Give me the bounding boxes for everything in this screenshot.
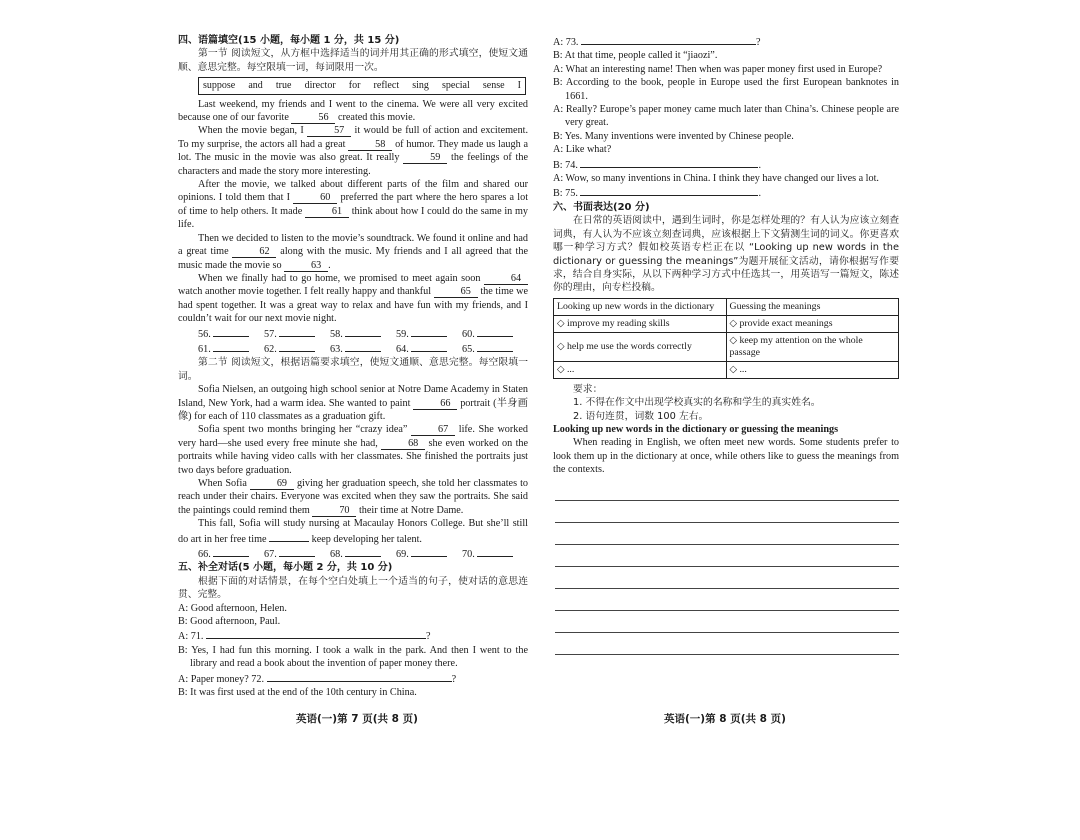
answer-line[interactable] — [411, 546, 447, 557]
blank-unnumbered[interactable] — [269, 531, 309, 542]
page-7-footer: 英语(一)第 7 页(共 8 页) — [296, 713, 418, 725]
essay-opening: When reading in English, we often meet new words. Some students prefer to look them up in the dictionary at once, while others like to guess the meanings from the contexts. — [553, 437, 899, 476]
answer-line[interactable] — [345, 546, 381, 557]
writing-line[interactable] — [555, 523, 899, 545]
passage-1-para-4: Then we decided to listen to the movie’s soundtrack. We found it online and had a great time 62 along with the music. My friends and I all agreed that the music made the movie so 63 . — [178, 232, 529, 271]
writing-line[interactable] — [555, 567, 899, 589]
table-head-right: Guessing the meanings — [726, 298, 899, 315]
table-cell: ◇ help me use the words correctly — [554, 332, 727, 361]
dialogue-line: B: Good afternoon, Paul. — [178, 616, 281, 628]
writing-line[interactable] — [555, 633, 899, 655]
dialogue-line: B: Yes. Many inventions were invented by Chinese people. — [553, 130, 794, 142]
answer-row-56-60: 56. 57. 58. 59. 60. — [178, 326, 528, 341]
answer-line[interactable] — [477, 341, 513, 352]
dialogue-line-71: A: 71. ? — [178, 628, 528, 643]
dialogue-line-74: B: 74. . — [553, 157, 899, 172]
answer-blank-75[interactable] — [580, 185, 758, 196]
answer-line[interactable] — [411, 326, 447, 337]
answer-line[interactable] — [213, 341, 249, 352]
blank-62[interactable]: 62 — [232, 246, 276, 258]
blank-60[interactable]: 60 — [293, 192, 337, 204]
answer-row-61-65: 61. 62. 63. 64. 65. — [178, 341, 528, 356]
section-6-prompt: 在日常的英语阅读中，遇到生词时，你是怎样处理的？有人认为应该立刻查词典，有人认为不应该立刻查词典，应该根据上下文猜测生词的词义。你更喜欢哪一种学习方式？假如校英语专栏正在以 “Looking up new words in the dictionary or guessing the meanings”为题开展征文活动，请你根据写作要求，结合自身实际，从以下两种学习方式中任选其一，用英语写一篇短文，陈述你的理由，向专栏投稿。 — [553, 215, 899, 294]
essay-title: Looking up new words in the dictionary or guessing the meanings — [553, 423, 839, 435]
answer-line[interactable] — [345, 326, 381, 337]
dialogue-line-72: A: Paper money? 72. ? — [178, 671, 528, 686]
section-5-heading: 五、补全对话(5 小题，每小题 2 分，共 10 分) — [178, 562, 393, 574]
blank-59[interactable]: 59 — [403, 152, 447, 164]
writing-line[interactable] — [555, 611, 899, 633]
answer-line[interactable] — [279, 341, 315, 352]
answer-blank-73[interactable] — [581, 34, 756, 45]
blank-70[interactable]: 70 — [312, 505, 356, 517]
table-cell: ◇ improve my reading skills — [554, 315, 727, 332]
blank-67[interactable]: 67 — [411, 424, 455, 436]
blank-69[interactable]: 69 — [250, 478, 294, 490]
requirements-title: 要求： — [573, 383, 603, 395]
requirement-1: 1. 不得在作文中出现学校真实的名称和学生的真实姓名。 — [573, 397, 821, 409]
blank-61[interactable]: 61 — [305, 206, 349, 218]
dialogue-line: B: Yes, I had fun this morning. I took a walk in the park. And then I went to the library and read a book about the invention of paper money there. — [178, 644, 528, 670]
table-cell: ◇ keep my attention on the whole passage — [726, 332, 899, 361]
passage-1-para-2: When the movie began, I 57 it would be full of action and excitement. To my surprise, the actors all had a great 58 of humor. They made us laugh a lot. The music in the movie was also great. It really 59 the feelings of the characters and made the story more interesting. — [178, 125, 529, 177]
answer-line[interactable] — [411, 341, 447, 352]
dialogue-line: B: According to the book, people in Europe used the first European banknotes in 1661. — [553, 77, 899, 102]
part-2-instructions: 第二节 阅读短文，根据语篇要求填空，使短文通顺、意思完整。每空限填一词。 — [178, 357, 528, 382]
passage-2-para-4: This fall, Sofia will study nursing at Macaulay Honors College. But she’ll still do art in her free time keep developing her talent. — [178, 518, 528, 545]
table-head-left: Looking up new words in the dictionary — [554, 298, 727, 315]
answer-blank-72[interactable] — [267, 671, 452, 682]
answer-row-66-70: 66. 67. 68. 69. 70. — [178, 546, 528, 561]
section-4-heading: 四、语篇填空(15 小题，每小题 1 分，共 15 分) — [178, 35, 400, 46]
page-7 — [178, 34, 528, 700]
answer-line[interactable] — [345, 341, 381, 352]
passage-1-para-3: After the movie, we talked about different parts of the film and shared our opinions. I told them that I 60 preferred the part where the hero spares a lot of time to help others. It made 61 think about how I could do the same in my life. — [178, 179, 529, 231]
dialogue-line: B: At that time, people called it “jiaozi”. — [553, 50, 718, 62]
word-box: suppose and true director for reflect sing special sense I — [198, 77, 526, 94]
dialogue-line: A: Like what? — [553, 144, 612, 156]
blank-56[interactable]: 56 — [291, 112, 335, 124]
blank-63[interactable]: 63 — [284, 260, 328, 272]
dialogue-line: A: Wow, so many inventions in China. I think they have changed our lives a lot. — [553, 173, 879, 185]
passage-1-para-1: Last weekend, my friends and I went to the cinema. We were all very excited because one of our favorite 56 created this movie. — [178, 98, 528, 124]
dialogue-line-73: A: 73. ? — [553, 34, 899, 49]
answer-line[interactable] — [477, 326, 513, 337]
writing-line[interactable] — [555, 479, 899, 501]
writing-area[interactable] — [553, 479, 899, 655]
answer-blank-74[interactable] — [580, 157, 758, 168]
dialogue-line-75: B: 75. . — [553, 185, 899, 200]
section-6-heading: 六、书面表达(20 分) — [553, 201, 650, 213]
table-cell: ◇ provide exact meanings — [726, 315, 899, 332]
blank-64[interactable]: 64 — [484, 273, 528, 285]
dialogue-line: A: Good afternoon, Helen. — [178, 602, 287, 614]
dialogue-line: B: It was first used at the end of the 10th century in China. — [178, 687, 417, 699]
passage-2-para-1: Sofia Nielsen, an outgoing high school senior at Notre Dame Academy in Staten Island, New York, had a warm idea. She wanted to paint 66 portrait (半身画像) for each of 110 classmates as a graduation gift. — [178, 384, 528, 422]
writing-line[interactable] — [555, 589, 899, 611]
blank-58[interactable]: 58 — [348, 139, 392, 151]
section-5-instructions: 根据下面的对话情景，在每个空白处填上一个适当的句子，使对话的意思连贯、完整。 — [178, 575, 528, 601]
answer-blank-71[interactable] — [206, 628, 426, 639]
blank-68[interactable]: 68 — [381, 438, 425, 450]
answer-line[interactable] — [477, 546, 513, 557]
dialogue-line: A: Really? Europe’s paper money came much later than China’s. Chinese people are very great. — [553, 104, 899, 129]
dialogue-line: A: What an interesting name! Then when was paper money first used in Europe? — [553, 63, 883, 75]
passage-1-para-5: When we finally had to go home, we promised to meet again soon 64 watch another movie together. I felt really happy and thankful 65 the time we had spent together. It was a great way to relax and have fun with my friends, and I couldn’t wait for our next movie night. — [178, 272, 529, 325]
answer-line[interactable] — [213, 326, 249, 337]
page-8 — [553, 34, 899, 655]
table-cell: ◇ ... — [554, 361, 727, 378]
table-cell: ◇ ... — [726, 361, 899, 378]
part-1-instructions: 第一节 阅读短文，从方框中选择适当的词并用其正确的形式填空，使短文通顺、意思完整。每空限填一词，每词限用一次。 — [178, 48, 528, 73]
blank-57[interactable]: 57 — [307, 125, 351, 137]
passage-2-para-2: Sofia spent two months bringing her “crazy idea” 67 life. She worked very hard—she used every free minute she had, 68 she even worked on the portraits while having video calls with her classmates. She finished the portraits just two days before graduation. — [178, 424, 529, 476]
answer-line[interactable] — [279, 546, 315, 557]
blank-66[interactable]: 66 — [413, 398, 457, 410]
page-8-footer: 英语(一)第 8 页(共 8 页) — [664, 713, 786, 725]
answer-line[interactable] — [213, 546, 249, 557]
requirement-2: 2. 语句连贯，词数 100 左右。 — [573, 410, 709, 422]
writing-line[interactable] — [555, 501, 899, 523]
answer-line[interactable] — [279, 326, 315, 337]
options-table — [553, 298, 899, 379]
blank-65[interactable]: 65 — [434, 286, 478, 298]
writing-line[interactable] — [555, 545, 899, 567]
passage-2-para-3: When Sofia 69 giving her graduation speech, she told her classmates to reach under their chairs. Everyone was excited when they saw the portraits. She said the paintings could remind them 70 their time at Notre Dame. — [178, 478, 528, 516]
